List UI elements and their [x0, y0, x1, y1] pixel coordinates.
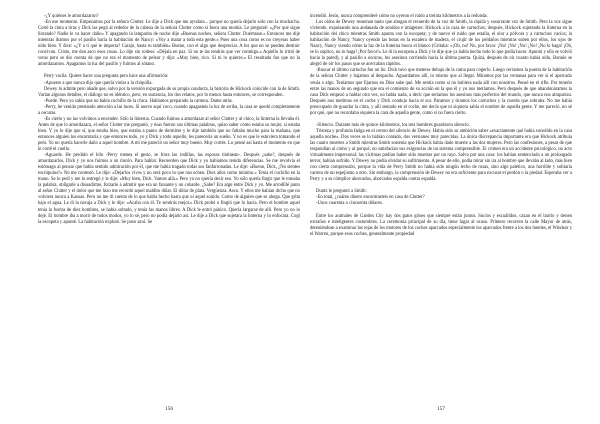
paragraph: -Unos cuarenta o cincuenta dólares. — [316, 201, 384, 207]
paragraph: -En total, ¿cuánto dinero encontrasteis en casa de Clutter? — [316, 195, 425, 201]
paragraph: incendió. Jesús, nunca comprenderé cómo no oyeron el ruido a treinta kilómetros a la redonda. — [310, 14, 488, 19]
paragraph: -Perry, he venido prestando atención a las luces. Si nuevo aquí voco, cuando apagasteis la luz de arriba, la casa se quedó completamente a oscuras. — [38, 104, 300, 116]
paragraph: -Es cierto y no las volvimos a encender. Sólo la linterna. Cuando fuimos a amordazar al señor Clutter y al chico, la linterna la llevaba él. Antes de que lo amordazara, el señor Clutter me preguntó, y ésas fueron sus últimas palabras, quiso saber cómo estaba su mujer, si estaba bien. Y yo le dije que sí, que estaba bien, que estaba a punto de dormirse y le dije también que no faltaba mucho para la mañana, que entonces alguien los encontraría y que entonces todo, yo y Dick y todo aquello, les parecería un sueño. Y no es que le estuviera tomando el pelo. Yo no quería hacerle daño a aquel hombre. A mí me pareció un señor muy bueno. Muy cortés. Lo pensé así hasta el momento en que le corté el cuello. — [38, 116, 300, 153]
paragraph: Los oídos de Dewey resuenan tanto que ahogan el recuerdo de la voz de Smith, la rápida y susurrante voz de Smith. Pero la voz sigue viviendo, expulsando una andanada de sonidos e imágenes: Hickock a la caza de cartuchos; después, Hickock sujetando la linterna en la habitación del chico mientras Smith apunta con la escopeta; y de nuevo el ruido que estalla, el olor a pólvora y a cartuchos vacíos; la habitación de Nancy, Nancy oyendo las botas en la escalera de madera, el crujir de los peldaños mientras suben por ellos, los ojos de Nancy, Nancy viendo cómo la luz de la linterna busca el blanco (Gritaba: «¡Oh, no! No, por favor. ¡No! ¡No! ¡No! ¡No! ¡No lo haga! ¡Oh, se lo suplico, no lo haga! ¡Por favor!» Le di la escopeta a Dick y le dije que ya había hecho todo lo que podía hacer. Apuntó y ella se volvió hacia la pared), y al pasillo a oscuras, los asesinos corriendo hacia la última puerta. Quizá, después de oír cuanto había oído, Bonnie se alegró de oír los pasos que se acercaban rápidos. — [310, 20, 572, 68]
paragraph: -Apuesto a que nunca dijo que quería violar a la chiquilla. — [44, 80, 153, 86]
left-page — [38, 14, 300, 404]
paragraph: -Aguarde. He perdido el hilo -Perry menea el gesto, se frota las rodillas, las esposas tintinean-. Después ¿sabe?, después de amordazarlos, Dick y yo nos fuimos a un rincón. Para hablar. Recuerden que Dick y yo habíamos tenido diferencias. Se me revolvía el estómago al pensar que había sentido admiración por él, que me había tragado todas sus fanfarronadas. Le dije: «Bueno, Dick, ¿No sientes escrúpulos?» No me contestó. Le dije: «Dejarlos vivos y no será poco lo que nos echen. Diez años como mínimo.» Tenía el cuchillo en la mano. Se lo pedí y me lo entregó y le dije: «Muy bien, Dick. Vamos allá.» Pero yo no quería decir eso. Yo sólo quería fingir que le tomaba la palabra, obligarle a disuadirme, forzarle a admitir que era un farsante y un cobarde. ¿Sabe? Era algo entre Dick y yo. Me arrodillé junto al señor Clutter y el dolor que me hizo me recordó aquel maldito dólar. El dólar de plata. Vergüenza. Asco. Y ellos me habían dicho que no volviera nunca a Kansas. Pero no me di cuenta de lo que había hecho hasta que oí aquel sonido. Como de alguien que se ahoga. Que grita bajo el agua. Le di la navaja a Dick y le dije: «Acaba con él. Te sentirás mejor.» Dick probó o fingió que lo hacía. Pero el hombre aquel tenía la fuerza de diez hombres, se había soltado, y tenía las manos libres. A Dick le entró pánico. Quería largarse de allí. Pero yo no lo dejé. El hombre iba a morir de todos modos, yo lo sé, pero no podía dejarlo así. Le dije a Dick que sujetara la linterna y lo enfocara. Cogí la escopeta y apunté. La habitación explotó. Se puso azul. Se — [38, 153, 300, 225]
page-number-right: 157 — [436, 406, 446, 412]
paragraph: Duntz le preguntó a Smith: — [316, 189, 367, 195]
paragraph: -En ese momento. Empezamos por la señora Clutter. Le dije a Dick que me ayudara... porque no quería dejarlo solo con la muchacha. Corté la cinta a tiras y Dick las pegó al rededor de la cabeza de la señora Clutter como si fuera una momia. Le pregunté: «¿Por qué sigue llorando? Nadie le va hacer daño» Y apagando la lamparita de noche dije «Buenas noches, señora Clutter. Duérmase.» Entonces me dije mientras íbamos por el pasillo hacia la habitación de Nancy: «Voy a matar a toda esta gente.» Pues una cosa como es no creyeras haber oído bien. Y dice: «¿Y a ti qué te importa? Carajo, hasta tu también» Bueno, con el algo que despreciar. A los que no se pueden destruir convivan. Cristo, me dan asco esos cosas. Lo dije sin rodeos: «Déjala en paz. Si no te las tendrás que ver conmigo.» Aquello lo irritó de veras pero se dio cuenta de que no era el momento de pelear y dijo: «Muy bien, rico. Si tú lo quieres.» El resultado fue que no la amordazamos. Apagamos la luz del pasillo y fuimos al sótano. — [38, 20, 300, 68]
paragraph: Dewey lo admite pero añade que, salvo por la versión expurgada de su propia conducta, la historia de Hickock coincide con la de Smith. Varían algunos detalles, el diálogo no es idéntico, pero, en sustancia, los dos relatos, por lo menos hasta entonces, se corresponden. — [38, 86, 300, 98]
paragraph: Tristeza y profunda fatiga en el centro del silencio de Dewey. Había sido su ambición saber «exactamente qué había sucedido en la casa aquella noche». Dos veces se lo habían contado, dos versiones muy parecidas. La única discrepancia importante era que Hickock atribuía las cuatro muertes a Smith mientras Smith sostenía que Hickock había dado muerte a las dos mujeres. Pero las confesiones, a pesar de que respondían al cómo y al porqué, no satisfacían sus exigencias de un sistema comprensible. El crimen era un accidente psicológico, un acto virtualmente impersonal; las víctimas podían haber sido muertas por un rayo. Salvo por una cosa: los habían sentenciado a un prolongado terror, habían sufrido. Y Dewey no podía olvidar su sufrimiento. A pesar de ello, podía mirar sin ira al hombre que llevaba al lado, más bien con cierta comprensión, porque la vida de Perry Smith no había sido ningún lecho de rosas, sino algo patético, una horrible y solitaria carrera de un espejismo a otro. Sin embargo, la comprensión de Dewey no era suficiente para excusar el perdón o la piedad. Esperaba ver a Perry y a su cómplice ahorcados, ahorcados espalda contra espalda. — [310, 128, 572, 183]
paragraph: -¿Y quiénes le amordazaron? — [44, 14, 99, 19]
paragraph: -Puede. Pero yo sabía que no había cuchillo de la chica. Habíamos preparado la cantora. Dame atrás. — [44, 98, 233, 104]
paragraph: -Silencio. Durante más de quince kilómetros, los tres hombres guardaron silencio. — [316, 122, 470, 128]
paragraph: Perry vacila. Quiere hacer una pregunta pero hace una afirmación: — [44, 74, 169, 80]
paragraph: -Buscar el último cartucho fue un lío. Dick tuvo que meterse debajo de la cama para cogerlo. Luego cerramos la puerta de la habitación de la señora Clutter y bajamos al despacho. Aguardamos allí, lo mismo que al llegar. Miramos por las ventanas para ver si el apercado venía o algo. Teníamos que fijarnos en Dios sabe qué. Me sentía como si no hubiera nada allí con nosotros. Pensé en el rifle. Por tenerlo entre las manos de un segundo que era el comienzo de su acción en la que él y yo nos metíamos. Pero después de que abandonáramos la casa Dick empezó a hablar otra vez, no había nada, a decir que seríamos los asesinos más perfectos del mundo, que nunca nos atraparían. Después nos metimos en el coche y Dick condujo hacia el sur. Paramos y tiramos los cartuchos y la cuerda que sobraba. No me había preocupado de guardar la cinta, y allí sentado en el coche, me decía que ni siquiera sabía el nombre de aquella gente. Y me pareció, no sé por qué, que no recordaba siquiera la cara de aquella gente, como si no fuera cierto. — [310, 68, 572, 116]
page-number-left: 156 — [164, 406, 174, 412]
paragraph: Entre los animales de Garden City hay dos gatos grises que siempre están juntos. Sucios y escuálidos, cazan en el barrio y tienen extraños e inteligentes costumbres. La ceremonia principal de su día, tiene lugar al ocaso. Primero recorren la calle Mayor de atrás, deteniéndose a examinar las rejas de los motores de los coches aparcados especialmente los aparcados frente a los dos hoteles, el Windsor y el Warren, porque esos coches, generalmente propiedad — [310, 213, 573, 237]
right-page — [310, 14, 572, 404]
